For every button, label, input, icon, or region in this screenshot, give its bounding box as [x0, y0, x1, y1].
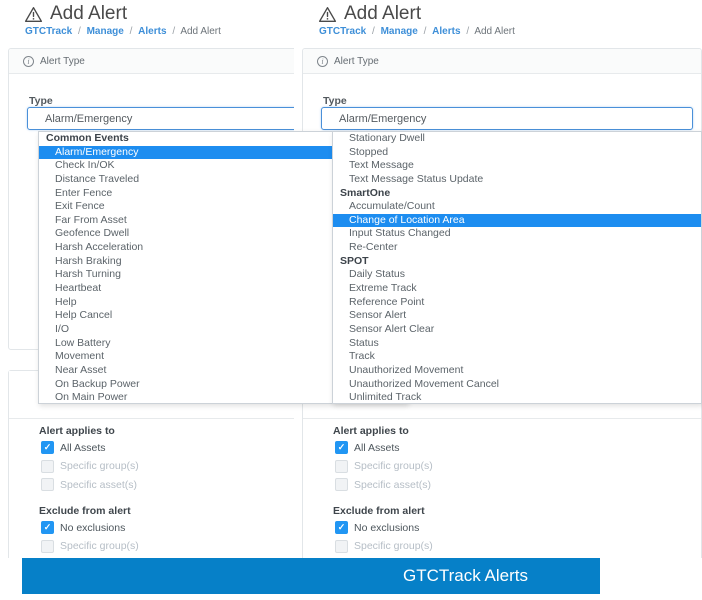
dropdown-option[interactable]: I/O: [55, 322, 70, 335]
add-alert-screen-left: [0, 0, 291, 558]
dropdown-option[interactable]: Reference Point: [349, 295, 425, 308]
checkbox-sections: [39, 425, 139, 577]
dropdown-option[interactable]: Exit Fence: [55, 200, 105, 213]
checkbox-unchecked[interactable]: [41, 460, 54, 473]
breadcrumb-separator: /: [78, 26, 81, 37]
page-title-row: [24, 3, 127, 25]
checkbox-unchecked[interactable]: [335, 478, 348, 491]
dropdown-option[interactable]: Text Message: [349, 159, 414, 172]
dropdown-option[interactable]: Help Cancel: [55, 309, 113, 322]
card-header-label: Alert Type: [334, 55, 379, 67]
dropdown-option[interactable]: Sensor Alert Clear: [349, 322, 435, 335]
breadcrumb-separator: /: [466, 26, 470, 37]
checkbox-label: Specific group(s): [60, 460, 139, 472]
section-title: Exclude from alert: [333, 505, 425, 517]
dropdown-option[interactable]: Stationary Dwell: [349, 132, 425, 144]
breadcrumb-separator: /: [372, 26, 375, 37]
dropdown-option[interactable]: On Main Power: [55, 391, 128, 404]
checkbox-label: All Assets: [354, 441, 400, 454]
checkbox-section: [39, 425, 139, 491]
dropdown-option[interactable]: Change of Location Area: [333, 214, 701, 228]
dropdown-group-label: SmartOne: [340, 186, 391, 199]
checkbox-option[interactable]: [335, 478, 433, 491]
checkbox-section: [333, 425, 433, 491]
dropdown-option[interactable]: Enter Fence: [55, 186, 113, 199]
dropdown-option[interactable]: Stopped: [349, 145, 389, 158]
dropdown-group-label: Common Events: [46, 132, 129, 144]
dropdown-option[interactable]: Text Message Status Update: [349, 172, 484, 185]
warning-triangle-icon: [318, 6, 337, 23]
type-label: Type: [29, 95, 53, 107]
dropdown-option[interactable]: Low Battery: [55, 336, 111, 349]
dropdown-option[interactable]: Daily Status: [349, 268, 406, 281]
dropdown-option[interactable]: Far From Asset: [55, 213, 127, 226]
checkbox-option[interactable]: [335, 460, 433, 473]
dropdown-option[interactable]: Unauthorized Movement: [349, 363, 464, 376]
banner-label: GTCTrack Alerts: [403, 566, 528, 585]
checkbox-label: Specific asset(s): [60, 478, 138, 491]
checkbox-label: No exclusions: [354, 521, 420, 534]
checkbox-option[interactable]: [41, 540, 139, 553]
dropdown-option[interactable]: Accumulate/Count: [349, 200, 435, 213]
breadcrumb-current: Add Alert: [474, 26, 515, 37]
type-select-value: Alarm/Emergency: [339, 112, 427, 125]
breadcrumb-link-manage[interactable]: Manage: [380, 26, 418, 37]
dropdown-option[interactable]: Check In/OK: [55, 159, 115, 172]
type-select-value: Alarm/Emergency: [45, 112, 133, 125]
add-alert-screen-right: [294, 0, 600, 558]
checkbox-checked[interactable]: ✓: [335, 441, 348, 454]
checkbox-option[interactable]: [41, 441, 139, 454]
type-dropdown-list: [332, 131, 702, 404]
dropdown-option[interactable]: Alarm/Emergency: [39, 146, 407, 160]
info-icon: i: [23, 56, 34, 67]
breadcrumb-link-alerts[interactable]: Alerts: [138, 26, 167, 37]
dropdown-option[interactable]: Distance Traveled: [55, 172, 140, 185]
breadcrumb-separator: /: [172, 26, 176, 37]
checkbox-option[interactable]: [41, 460, 139, 473]
warning-triangle-icon: [24, 6, 43, 23]
dropdown-option[interactable]: Movement: [55, 350, 105, 363]
breadcrumb-link-gtctrack[interactable]: GTCTrack: [25, 26, 73, 37]
breadcrumb-link-alerts[interactable]: Alerts: [432, 26, 461, 37]
checkbox-unchecked[interactable]: [335, 540, 348, 553]
dropdown-option[interactable]: Status: [349, 336, 379, 349]
page-title: Add Alert: [344, 3, 422, 24]
checkbox-label: Specific group(s): [354, 540, 433, 552]
dropdown-option[interactable]: Sensor Alert: [349, 309, 407, 322]
page-title: Add Alert: [50, 3, 128, 24]
card-header: [303, 49, 701, 74]
section-title: Alert applies to: [39, 425, 115, 437]
checkbox-option[interactable]: [335, 521, 433, 534]
type-select[interactable]: [321, 107, 693, 130]
dropdown-option[interactable]: Heartbeat: [55, 282, 102, 295]
checkbox-option[interactable]: [335, 540, 433, 553]
dropdown-option[interactable]: Help: [55, 295, 77, 308]
gtctrack-alerts-banner: [22, 558, 600, 594]
breadcrumb-separator: /: [129, 26, 133, 37]
checkbox-unchecked[interactable]: [41, 540, 54, 553]
breadcrumb-current: Add Alert: [180, 26, 221, 37]
checkbox-checked[interactable]: ✓: [41, 521, 54, 534]
section-title: Alert applies to: [333, 425, 409, 437]
dropdown-option[interactable]: Harsh Turning: [55, 268, 121, 281]
dropdown-option[interactable]: Harsh Braking: [55, 254, 122, 267]
checkbox-unchecked[interactable]: [41, 478, 54, 491]
checkbox-option[interactable]: [41, 478, 139, 491]
breadcrumb: [25, 26, 221, 37]
checkbox-option[interactable]: [335, 441, 433, 454]
dropdown-option[interactable]: Extreme Track: [349, 282, 417, 295]
dropdown-group-label: SPOT: [340, 254, 369, 267]
breadcrumb-link-gtctrack[interactable]: GTCTrack: [319, 26, 367, 37]
section-title: Exclude from alert: [39, 505, 131, 517]
dropdown-option[interactable]: Track: [349, 350, 375, 363]
checkbox-option[interactable]: [41, 521, 139, 534]
checkbox-label: Specific group(s): [354, 460, 433, 472]
dropdown-option[interactable]: Unlimited Track: [349, 391, 422, 404]
info-icon: i: [317, 56, 328, 67]
checkbox-label: No exclusions: [60, 521, 126, 534]
breadcrumb-separator: /: [423, 26, 427, 37]
dropdown-option[interactable]: Re-Center: [349, 241, 398, 254]
dropdown-option[interactable]: On Backup Power: [55, 377, 140, 390]
checkbox-unchecked[interactable]: [335, 460, 348, 473]
card-header-label: Alert Type: [40, 55, 85, 67]
checkbox-label: Specific group(s): [60, 540, 139, 552]
dropdown-option[interactable]: Geofence Dwell: [55, 227, 130, 240]
type-label: Type: [323, 95, 347, 107]
checkbox-sections: [333, 425, 433, 577]
checkbox-label: All Assets: [60, 441, 106, 454]
dropdown-option[interactable]: Unauthorized Movement Cancel: [349, 377, 499, 390]
page-title-row: [318, 3, 421, 25]
dropdown-option[interactable]: Near Asset: [55, 363, 107, 376]
dropdown-option[interactable]: Harsh Acceleration: [55, 241, 144, 254]
breadcrumb: [319, 26, 515, 37]
dropdown-option[interactable]: Input Status Changed: [349, 227, 451, 240]
checkbox-checked[interactable]: ✓: [335, 521, 348, 534]
breadcrumb-link-manage[interactable]: Manage: [86, 26, 124, 37]
checkbox-checked[interactable]: ✓: [41, 441, 54, 454]
checkbox-label: Specific asset(s): [354, 478, 432, 491]
